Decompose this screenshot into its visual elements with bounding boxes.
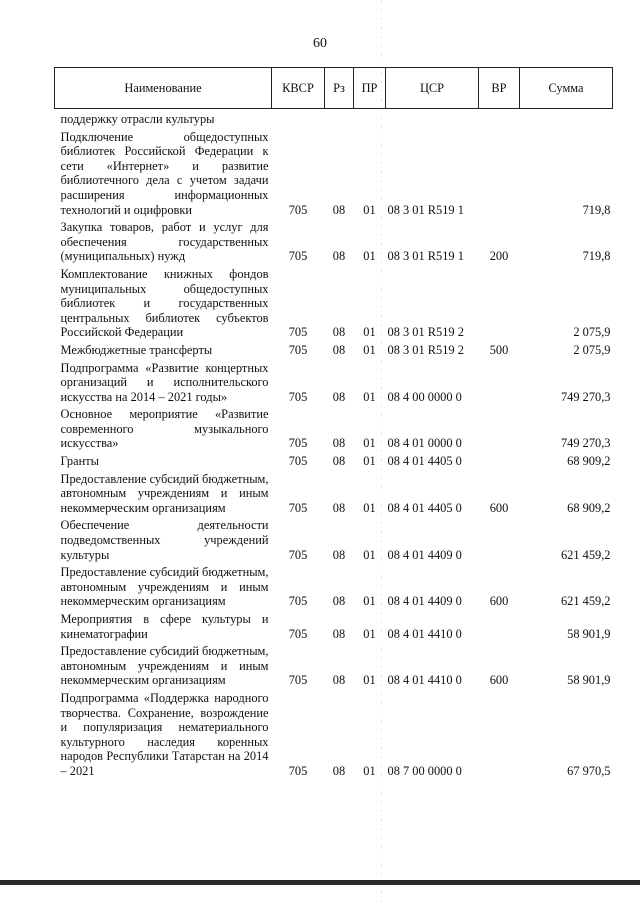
row-rz: 08 [332,342,346,357]
row-name: Мероприятия в сфере культуры и кинематографии [60,612,269,641]
row-vr [479,361,520,408]
row-vr [479,454,520,472]
row-csr: 08 4 01 4410 0 [387,626,462,641]
row-rz: 08 [332,202,346,217]
row-csr: 08 3 01 R519 1 [387,202,464,217]
row-pr: 01 [363,202,376,217]
row-kvsr: 705 [288,500,308,515]
row-pr: 01 [363,547,376,562]
row-kvsr: 705 [288,436,308,451]
row-sum [520,109,613,130]
row-vr: 600 [489,500,509,515]
header-pr: ПР [354,68,386,109]
table-row [55,472,613,519]
header-vr: ВР [479,68,520,109]
row-sum: 68 909,2 [567,500,611,515]
row-pr: 01 [363,454,376,469]
row-kvsr: 705 [288,594,308,609]
row-kvsr: 705 [288,454,308,469]
table-row [55,407,613,454]
table-row [55,612,613,644]
row-rz: 08 [332,594,346,609]
row-name: Комплектование книжных фондов муниципальных общедоступных библиотек и государственных центральных библиотек субъектов Российской Федерации [60,266,269,340]
row-kvsr: 705 [288,626,308,641]
row-vr [479,267,520,343]
table-row [55,220,613,267]
row-rz: 08 [332,249,346,264]
row-pr: 01 [363,626,376,641]
row-sum: 68 909,2 [567,454,611,469]
table-row [55,565,613,612]
header-sum: Сумма [520,68,613,109]
row-vr: 600 [489,594,509,609]
row-rz: 08 [332,763,346,778]
row-vr [479,612,520,644]
row-csr: 08 4 01 0000 0 [387,436,462,451]
row-rz: 08 [332,673,346,688]
row-name: Предоставление субсидий бюджетным, автономным учреждениям и иным некоммерческим организациям [60,644,269,688]
table-row [55,454,613,472]
row-kvsr: 705 [288,202,308,217]
row-kvsr: 705 [288,389,308,404]
row-vr [479,407,520,454]
row-sum: 621 459,2 [560,547,611,562]
row-csr: 08 4 00 0000 0 [387,389,462,404]
row-pr: 01 [363,389,376,404]
row-pr: 01 [363,325,376,340]
row-pr: 01 [363,763,376,778]
row-kvsr: 705 [288,763,308,778]
row-rz: 08 [332,436,346,451]
row-rz: 08 [332,389,346,404]
table-header [55,68,613,109]
table-row [55,691,613,782]
header-kvsr: КВСР [272,68,325,109]
row-rz: 08 [332,626,346,641]
row-csr: 08 3 01 R519 1 [387,249,464,264]
table-body [55,109,613,782]
row-pr: 01 [363,436,376,451]
row-kvsr: 705 [288,673,308,688]
table-row [55,130,613,221]
row-name: Обеспечение деятельности подведомственных учреждений культуры [60,518,269,562]
row-rz: 08 [332,325,346,340]
row-sum: 621 459,2 [560,594,611,609]
row-name: поддержку отрасли культуры [60,112,215,126]
row-csr: 08 4 01 4405 0 [387,454,462,469]
row-sum: 2 075,9 [573,325,611,340]
row-sum: 719,8 [582,202,611,217]
row-name: Подключение общедоступных библиотек Российской Федерации к сети «Интернет» и развитие библиотечного дела с учетом задачи расширения информационных технологий и оцифровки [60,129,269,217]
row-kvsr: 705 [288,249,308,264]
scan-bottom-border [0,880,640,885]
row-csr: 08 7 00 0000 0 [387,763,462,778]
table-row [55,361,613,408]
row-vr: 500 [489,342,509,357]
row-pr: 01 [363,500,376,515]
header-name: Наименование [55,68,272,109]
row-kvsr: 705 [288,325,308,340]
row-csr: 08 4 01 4405 0 [387,500,462,515]
budget-table [54,67,613,782]
row-name: Предоставление субсидий бюджетным, автономным учреждениям и иным некоммерческим организациям [60,471,269,515]
row-rz [325,109,354,130]
row-vr [479,691,520,782]
row-sum: 749 270,3 [560,436,611,451]
row-vr [479,130,520,221]
table-row [55,644,613,691]
row-name: Предоставление субсидий бюджетным, автономным учреждениям и иным некоммерческим организациям [60,565,269,609]
row-name: Гранты [60,454,99,469]
row-csr: 08 4 01 4410 0 [387,673,462,688]
row-name: Межбюджетные трансферты [60,342,213,357]
row-vr: 600 [489,673,509,688]
header-rz: Рз [325,68,354,109]
header-csr: ЦСР [386,68,479,109]
row-sum: 58 901,9 [567,673,611,688]
row-sum: 67 970,5 [567,763,611,778]
row-sum: 2 075,9 [573,342,611,357]
table-row [55,109,613,130]
table-row [55,518,613,565]
table-row [55,267,613,343]
row-rz: 08 [332,454,346,469]
row-sum: 58 901,9 [567,626,611,641]
row-csr: 08 3 01 R519 2 [387,325,464,340]
row-vr: 200 [489,249,509,264]
row-sum: 719,8 [582,249,611,264]
row-sum: 749 270,3 [560,389,611,404]
row-rz: 08 [332,547,346,562]
row-vr [479,109,520,130]
row-pr: 01 [363,673,376,688]
row-csr: 08 4 01 4409 0 [387,547,462,562]
row-name: Закупка товаров, работ и услуг для обеспечения государственных (муниципальных) нужд [60,220,269,264]
row-kvsr: 705 [288,547,308,562]
page-number: 60 [313,36,327,51]
row-csr [386,109,479,130]
row-name: Подпрограмма «Поддержка народного творчества. Сохранение, возрождение и популяризация нематериального культурного наследия коренных народов Республики Татарстан на 2014 – 2021 [60,690,269,778]
row-rz: 08 [332,500,346,515]
row-pr: 01 [363,249,376,264]
row-csr: 08 4 01 4409 0 [387,594,462,609]
row-kvsr [272,109,325,130]
row-name: Подпрограмма «Развитие концертных организаций и исполнительского искусства на 2014 – 2021 годы» [60,360,269,404]
row-pr: 01 [363,342,376,357]
row-name: Основное мероприятие «Развитие современного музыкального искусства» [60,407,269,451]
row-pr: 01 [363,594,376,609]
row-csr: 08 3 01 R519 2 [387,342,464,357]
table-row [55,343,613,361]
row-vr [479,518,520,565]
row-kvsr: 705 [288,342,308,357]
row-pr [354,109,386,130]
